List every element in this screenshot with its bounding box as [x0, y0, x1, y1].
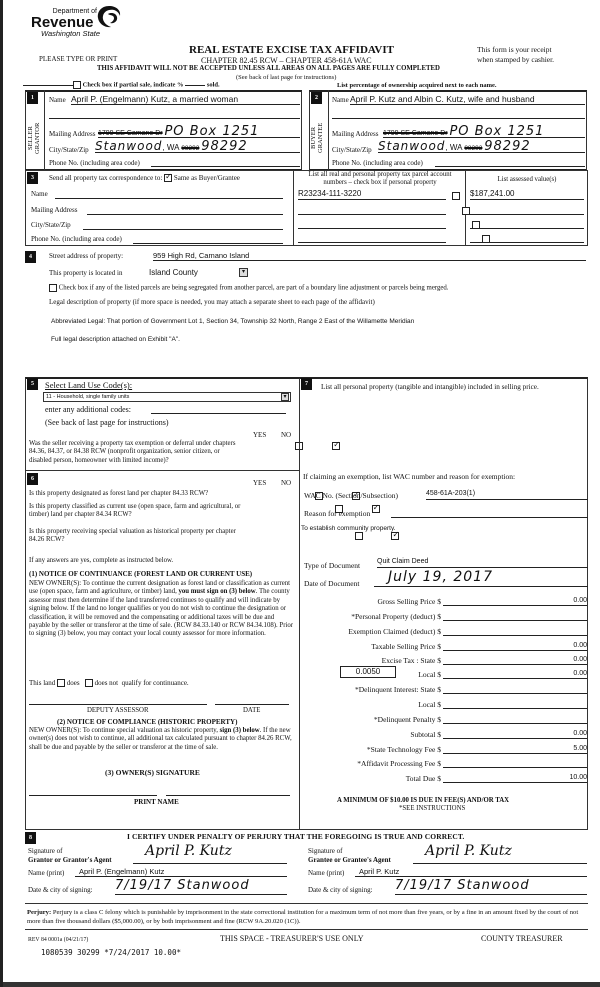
parcel-1-personal-checkbox[interactable]: [452, 192, 460, 200]
historical-question: Is this property receiving special valuation as historical property per chapter 84.26 RCW?: [29, 528, 236, 544]
seller-city-value: Stanwood: [95, 139, 163, 153]
section-5-number: 5: [27, 378, 38, 390]
taxable-selling-price-label: Taxable Selling Price $: [371, 642, 441, 651]
reason-line[interactable]: [391, 517, 588, 518]
total-due-label: Total Due $: [405, 774, 441, 783]
current-use-question: Is this property classified as current use (open space, farm and agricultural, or timber) land per chapter 84.34 RCW?: [29, 503, 241, 519]
buyer-name-field[interactable]: April P. Kutz and Albin C. Kutz, wife and husband: [350, 94, 585, 105]
section6-no-header: NO: [281, 479, 292, 487]
land-use-chevron-icon[interactable]: ▾: [281, 393, 289, 401]
parcel-number-3[interactable]: [298, 218, 446, 229]
additional-codes-label: enter any additional codes:: [45, 405, 131, 414]
excise-tax-state-field[interactable]: 0.00: [443, 655, 587, 665]
buyer-mailing-value: PO Box 1251: [449, 124, 545, 139]
doc-type-field[interactable]: Quit Claim Deed: [377, 558, 588, 568]
section-1-number: 1: [27, 92, 38, 104]
segregated-label: Check box if any of the listed parcels are being segregated from another parcel, are part of a boundary line adjustment or parcels being merged.: [58, 284, 449, 292]
see-back-note: (See back of last page for instructions): [236, 74, 337, 81]
corr-phone-label: Phone No. (including area code): [31, 235, 122, 243]
print-name-label: PRINT NAME: [134, 798, 179, 806]
grantee-date-city-label: Date & city of signing:: [308, 886, 373, 894]
buyer-city-value: Stanwood: [378, 139, 446, 153]
notice2-text: NEW OWNER(S): To continue special valuation as historic property, sign (3) below. If the new owner(s) does not wish to continue, all additional tax calculated pursuant to chapter 84.26 RCW, shall be due and payable by the seller or transferor at the time of sale.: [29, 727, 292, 751]
receipt-note-1: This form is your receipt: [477, 45, 552, 54]
legal-desc-line2[interactable]: Full legal description attached on Exhibit "A".: [51, 336, 180, 343]
partial-sale-row: [23, 81, 220, 89]
assessed-value-1[interactable]: $187,241.00: [470, 189, 584, 200]
additional-codes-field[interactable]: [151, 413, 286, 414]
assessed-header: List assessed value(s): [497, 176, 557, 183]
seller-name-label: Name: [49, 96, 66, 104]
seller-mailing-label: Mailing Address: [49, 130, 96, 138]
partial-sale-label: Check box if partial sale, indicate %: [82, 81, 184, 89]
grantee-name-print-field[interactable]: April P. Kutz: [355, 867, 587, 877]
corr-city-field[interactable]: [83, 229, 283, 230]
corr-phone-field[interactable]: [133, 243, 283, 244]
does-label: does: [66, 679, 80, 687]
section5-see-back: (See back of last page for instructions): [45, 418, 169, 427]
same-as-buyer-label: Same as Buyer/Grantee: [173, 174, 240, 182]
send-correspondence-row: [49, 174, 240, 182]
perjury-notice: Perjury: Perjury is a class C felony which is punishable by imprisonment in the state correctional institution for a maximum term of not more than five years, or by a fine in an amount fixed by the court of not more than five thousand dollars ($5,000.00), or by both imprisonment and fine (RCW 9A.20.020 (1C)).: [27, 909, 579, 925]
assessor-date-line[interactable]: [215, 704, 289, 705]
grantor-sig-label-1: Signature of: [28, 847, 63, 855]
doc-date-label: Date of Document: [304, 579, 360, 588]
rev-form-number: REV 84 0001a (04/21/17): [28, 937, 89, 943]
scan-bottom-edge: [3, 982, 600, 987]
buyer-grantee-label: BUYER GRANTEE: [310, 122, 324, 154]
please-type-label: PLEASE TYPE OR PRINT: [39, 55, 118, 63]
this-land-label: This land: [29, 679, 56, 687]
delinquent-interest-state-field[interactable]: [443, 684, 587, 694]
assessed-value-4[interactable]: [470, 232, 584, 243]
street-address-label: Street address of property:: [49, 252, 124, 260]
grantor-name-print-label: Name (print): [28, 869, 65, 877]
section5-no-header: NO: [281, 431, 292, 439]
gross-selling-price-label: Gross Selling Price $: [377, 597, 441, 606]
land-use-select[interactable]: [43, 392, 291, 402]
delinquent-interest-state-label: *Delinquent Interest: State $: [354, 685, 441, 694]
parcel-number-2[interactable]: [298, 204, 446, 215]
reason-value[interactable]: To establish community property.: [301, 525, 396, 532]
buyer-state-value: , WA: [445, 143, 463, 152]
parcel-number-4[interactable]: [298, 232, 446, 243]
ownership-note: List percentage of ownership acquired next to each name.: [337, 82, 497, 89]
section6-yes-header: YES: [253, 479, 267, 487]
seller-phone-field[interactable]: [151, 166, 300, 167]
doc-date-field[interactable]: July 19, 2017: [374, 569, 588, 587]
does-not-qualify-checkbox[interactable]: [85, 679, 93, 687]
wac-field[interactable]: 458-61A-203(1): [426, 490, 588, 500]
exemption-claimed-label: Exemption Claimed (deduct) $: [348, 627, 441, 636]
affidavit-processing-fee-field[interactable]: [443, 758, 587, 768]
continuance-row: [29, 679, 189, 687]
grantee-sig-label-2: Grantee or Grantee's Agent: [308, 856, 391, 864]
doc-type-label: Type of Document: [304, 561, 361, 570]
section-3-number: 3: [27, 172, 38, 184]
qualify-label: qualify for continuance.: [121, 679, 189, 687]
does-not-label: does not: [94, 679, 119, 687]
forest-land-question: Is this property designated as forest land per chapter 84.33 RCW?: [29, 490, 209, 497]
excise-tax-local-field[interactable]: 0.00: [443, 669, 587, 679]
buyer-city-field[interactable]: [378, 139, 585, 153]
parcel-2-personal-checkbox[interactable]: [462, 207, 470, 215]
if-yes-instruction: If any answers are yes, complete as instructed below.: [29, 557, 174, 564]
county-select[interactable]: Island County: [149, 268, 198, 277]
seller-mailing-value: PO Box 1251: [164, 124, 260, 139]
seller-name-line2[interactable]: [49, 118, 300, 119]
corr-mailing-field[interactable]: [87, 214, 283, 215]
local-rate-box[interactable]: 0.0050: [340, 666, 396, 678]
section-8-number: 8: [25, 832, 36, 844]
buyer-mailing-struck: 1799 SE Camano Dr: [383, 130, 448, 137]
seller-mailing-struck: 1799 SE Camano Dr: [98, 130, 163, 137]
buyer-phone-label: Phone No. (including area code): [332, 159, 423, 167]
logo-line1: Department of: [52, 8, 97, 15]
grantor-name-print-field[interactable]: April P. (Engelmann) Kutz: [75, 867, 287, 877]
buyer-name-label: Name: [332, 96, 349, 104]
section-6-number: 6: [27, 473, 38, 485]
county-treasurer-label: COUNTY TREASURER: [481, 934, 563, 943]
corr-city-label: City/State/Zip: [31, 221, 71, 229]
notice2-title: (2) NOTICE OF COMPLIANCE (HISTORIC PROPERTY): [57, 718, 238, 726]
section5-yes-header: YES: [253, 431, 267, 439]
delinquent-interest-local-label: Local $: [418, 700, 441, 709]
buyer-zip-struck: 98292: [464, 145, 483, 152]
total-due-field[interactable]: 10.00: [443, 773, 587, 783]
receipt-note-2: when stamped by cashier.: [477, 55, 555, 64]
partial-sale-sold: sold.: [206, 81, 220, 89]
personal-property-label: List all personal property (tangible and intangible) included in selling price.: [321, 383, 539, 391]
parcel-number-1[interactable]: R23234-111-3220: [298, 189, 446, 200]
delinquent-interest-local-field[interactable]: [443, 699, 587, 709]
segregated-row: [49, 284, 449, 292]
located-in-label: This property is located in: [49, 269, 123, 277]
state-tech-fee-field[interactable]: 5.00: [443, 744, 587, 754]
minimum-due-note: A MINIMUM OF $10.00 IS DUE IN FEE(S) AND/OR TAX: [337, 797, 510, 804]
owner-signature-line[interactable]: [29, 795, 157, 796]
dor-logo: [31, 8, 101, 38]
grantee-name-print-label: Name (print): [308, 869, 345, 877]
county-dropdown-chevron-icon[interactable]: ▾: [239, 268, 248, 277]
assessed-value-2[interactable]: [470, 204, 584, 215]
logo-line3: Washington State: [41, 29, 101, 38]
owner-signature-title: (3) OWNER(S) SIGNATURE: [105, 768, 200, 777]
exemption-claim-label: If claiming an exemption, list WAC number and reason for exemption:: [303, 472, 516, 481]
corr-name-label: Name: [31, 190, 48, 198]
reason-label: Reason for exemption: [304, 509, 371, 518]
excise-tax-local-label: Local $: [418, 670, 441, 679]
seller-city-label: City/State/Zip: [49, 146, 89, 154]
wac-label: WAC No. (Section/Subsection): [304, 491, 398, 500]
excise-tax-state-label: Excise Tax : State $: [381, 656, 441, 665]
owner-print-name-line[interactable]: [166, 795, 290, 796]
logo-line2: Revenue: [31, 14, 94, 31]
does-qualify-checkbox[interactable]: [57, 679, 65, 687]
legal-desc-line1[interactable]: Abbreviated Legal: That portion of Government Lot 1, Section 34, Township 32 North, Range 2 East of the Willamette Meridian: [51, 318, 415, 325]
notice1-title: (1) NOTICE OF CONTINUANCE (FOREST LAND OR CURRENT USE): [29, 570, 253, 578]
state-tech-fee-label: *State Technology Fee $: [366, 745, 441, 754]
grantee-date-city-field[interactable]: 7/19/17 Stanwood: [395, 877, 587, 895]
seller-mailing-field[interactable]: [98, 124, 300, 138]
deputy-assessor-label: DEPUTY ASSESSOR: [87, 707, 149, 714]
deputy-assessor-line[interactable]: [29, 704, 207, 705]
grantor-signature-field[interactable]: April P. Kutz: [133, 843, 287, 864]
buyer-mailing-field[interactable]: [383, 124, 585, 138]
seller-zip-struck: 98292: [181, 145, 200, 152]
segregated-checkbox[interactable]: [49, 284, 57, 292]
subtotal-field[interactable]: 0.00: [443, 729, 587, 739]
subtotal-label: Subtotal $: [410, 730, 441, 739]
exemption-claimed-field[interactable]: [443, 626, 587, 636]
section-4-number: 4: [25, 251, 36, 263]
grantee-signature-field[interactable]: April P. Kutz: [413, 843, 587, 864]
personal-property-deduct-field[interactable]: [443, 611, 587, 621]
grantor-sig-label-2: Grantor or Grantor's Agent: [28, 856, 112, 864]
buyer-mailing-label: Mailing Address: [332, 130, 379, 138]
see-instructions-note: *SEE INSTRUCTIONS: [399, 805, 466, 812]
grantor-date-city-field[interactable]: 7/19/17 Stanwood: [115, 877, 287, 895]
dor-swoosh-icon: [95, 4, 123, 30]
taxable-selling-price-field[interactable]: 0.00: [443, 641, 587, 651]
section-7-number: 7: [301, 378, 312, 390]
grantor-date-city-label: Date & city of signing:: [28, 886, 93, 894]
seller-city-field[interactable]: [95, 139, 300, 153]
section-2-number: 2: [311, 92, 322, 104]
treasurer-stamp: 1080539 30299 *7/24/2017 10.00*: [41, 948, 181, 957]
delinquent-penalty-label: *Delinquent Penalty $: [373, 715, 441, 724]
corr-mailing-label: Mailing Address: [31, 206, 78, 214]
parcel-header: List all real and personal property tax parcel account numbers – check box if personal property: [308, 171, 452, 186]
land-use-value: 11 - Household, single family units: [46, 394, 130, 400]
form-title: REAL ESTATE EXCISE TAX AFFIDAVIT: [189, 44, 394, 56]
delinquent-penalty-field[interactable]: [443, 714, 587, 724]
assessed-value-3[interactable]: [470, 218, 584, 229]
treasurer-space-label: THIS SPACE - TREASURER'S USE ONLY: [220, 934, 364, 943]
seller-phone-label: Phone No. (including area code): [49, 159, 140, 167]
buyer-zip-value: 98292: [484, 139, 531, 154]
certify-statement: I CERTIFY UNDER PENALTY OF PERJURY THAT THE FOREGOING IS TRUE AND CORRECT.: [127, 832, 465, 841]
corr-name-field[interactable]: [55, 198, 283, 199]
exemption-question: Was the seller receiving a property tax exemption or deferral under chapters 84.36, 84.37, or 84.38 RCW (nonprofit organization, senior citizen, or disabled person, homeowner with limited income)?: [29, 440, 236, 464]
notice1-text: NEW OWNER(S): To continue the current designation as forest land or classification as current use (open space, farm and agriculture, or timber) land, you must sign on (3) below. The county assessor must then determine if the land transferred continues to qualify and will indicate by signing below. If the land no longer qualifies or you do not wish to continue the designation or classification, it will be removed and the compensating or additional taxes will be due and payable by the seller or transferor at the time of sale. (RCW 84.33.140 or RCW 84.34.108). Prior to signing (3) below, you may contact your local county assessor for more information.: [29, 580, 294, 638]
warning-text: THIS AFFIDAVIT WILL NOT BE ACCEPTED UNLESS ALL AREAS ON ALL PAGES ARE FULLY COMPLETED: [97, 65, 440, 72]
affidavit-processing-fee-label: *Affidavit Processing Fee $: [357, 759, 441, 768]
gross-selling-price-field[interactable]: 0.00: [443, 596, 587, 606]
buyer-name-line2[interactable]: [332, 118, 585, 119]
personal-property-field[interactable]: [303, 395, 583, 455]
seller-state-value: , WA: [162, 143, 180, 152]
assessor-date-label: DATE: [243, 707, 261, 714]
seller-grantor-label: SELLER GRANTOR: [27, 122, 41, 154]
grantee-sig-label-1: Signature of: [308, 847, 343, 855]
personal-property-deduct-label: *Personal Property (deduct) $: [351, 612, 441, 621]
land-use-select-label: Select Land Use Code(s):: [45, 380, 133, 390]
partial-sale-checkbox[interactable]: [73, 81, 81, 89]
buyer-phone-field[interactable]: [435, 166, 585, 167]
form-subtitle: CHAPTER 82.45 RCW – CHAPTER 458-61A WAC: [201, 56, 372, 65]
same-as-buyer-checkbox[interactable]: [164, 174, 172, 182]
street-address-field[interactable]: 959 High Rd, Camano Island: [153, 251, 586, 261]
send-correspondence-label: Send all property tax correspondence to:: [49, 174, 163, 182]
seller-zip-value: 98292: [201, 139, 248, 154]
legal-desc-label: Legal description of property (if more space is needed, you may attach a separate sheet to each page of the affidavit): [49, 298, 375, 306]
seller-name-field[interactable]: April P. (Engelmann) Kutz, a married woman: [71, 94, 300, 105]
buyer-city-label: City/State/Zip: [332, 146, 372, 154]
